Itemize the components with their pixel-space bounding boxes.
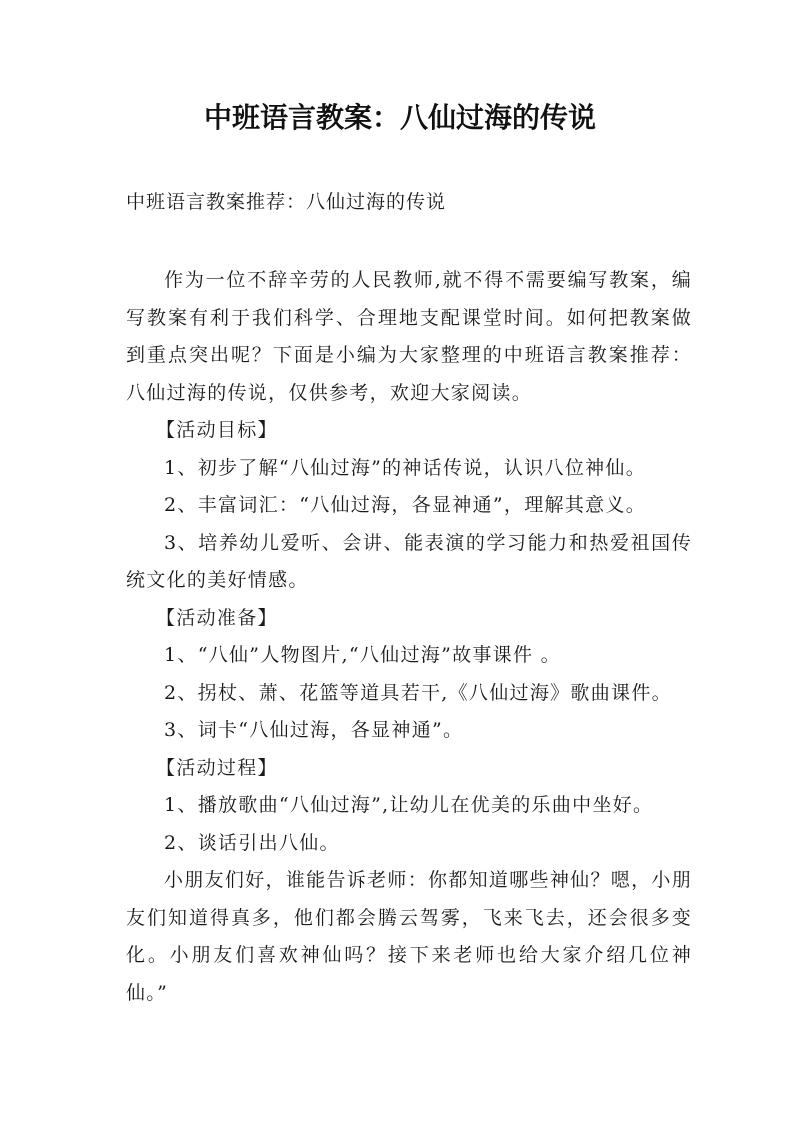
section-heading-process: 【活动过程】	[156, 756, 278, 779]
process-item: 2、谈话引出八仙。	[164, 831, 340, 854]
section-heading-goals: 【活动目标】	[156, 419, 278, 441]
dialogue-paragraph: 小朋友们好，谁能告诉老师：你都知道哪些神仙？嗯，小朋友们知道得真多，他们都会腾云驾雾，飞来飞去，还会很多变化。小朋友们喜欢神仙吗？接下来老师也给大家介绍几位神仙。”	[126, 869, 692, 1004]
preparation-item: 1、“八仙”人物图片,“八仙过海”故事课件 。	[164, 644, 561, 666]
goal-item: 1、初步了解“八仙过海”的神话传说，认识八位神仙。	[164, 456, 647, 479]
document-title: 中班语言教案：八仙过海的传说	[203, 101, 596, 134]
preparation-item: 3、词卡“八仙过海，各显神通”。	[164, 719, 464, 741]
preparation-item: 2、拐杖、萧、花篮等道具若干,《八仙过海》歌曲课件。	[164, 681, 672, 704]
intro-paragraph: 作为一位不辞辛劳的人民教师,就不得不需要编写教案，编写教案有利于我们科学、合理地支配课堂时间。如何把教案做到重点突出呢？下面是小编为大家整理的中班语言教案推荐：八仙过海的传说，仅供参考，欢迎大家阅读。	[126, 269, 692, 404]
section-heading-preparation: 【活动准备】	[156, 606, 278, 629]
goal-item: 2、丰富词汇：“八仙过海，各显神通”，理解其意义。	[164, 494, 647, 516]
goal-item: 3、培养幼儿爱听、会讲、能表演的学习能力和热爱祖国传统文化的美好情感。	[126, 531, 692, 591]
process-item: 1、播放歌曲“八仙过海”,让幼儿在优美的乐曲中坐好。	[164, 794, 654, 816]
document-subtitle: 中班语言教案推荐：八仙过海的传说	[126, 191, 447, 213]
document-body	[126, 262, 692, 1012]
